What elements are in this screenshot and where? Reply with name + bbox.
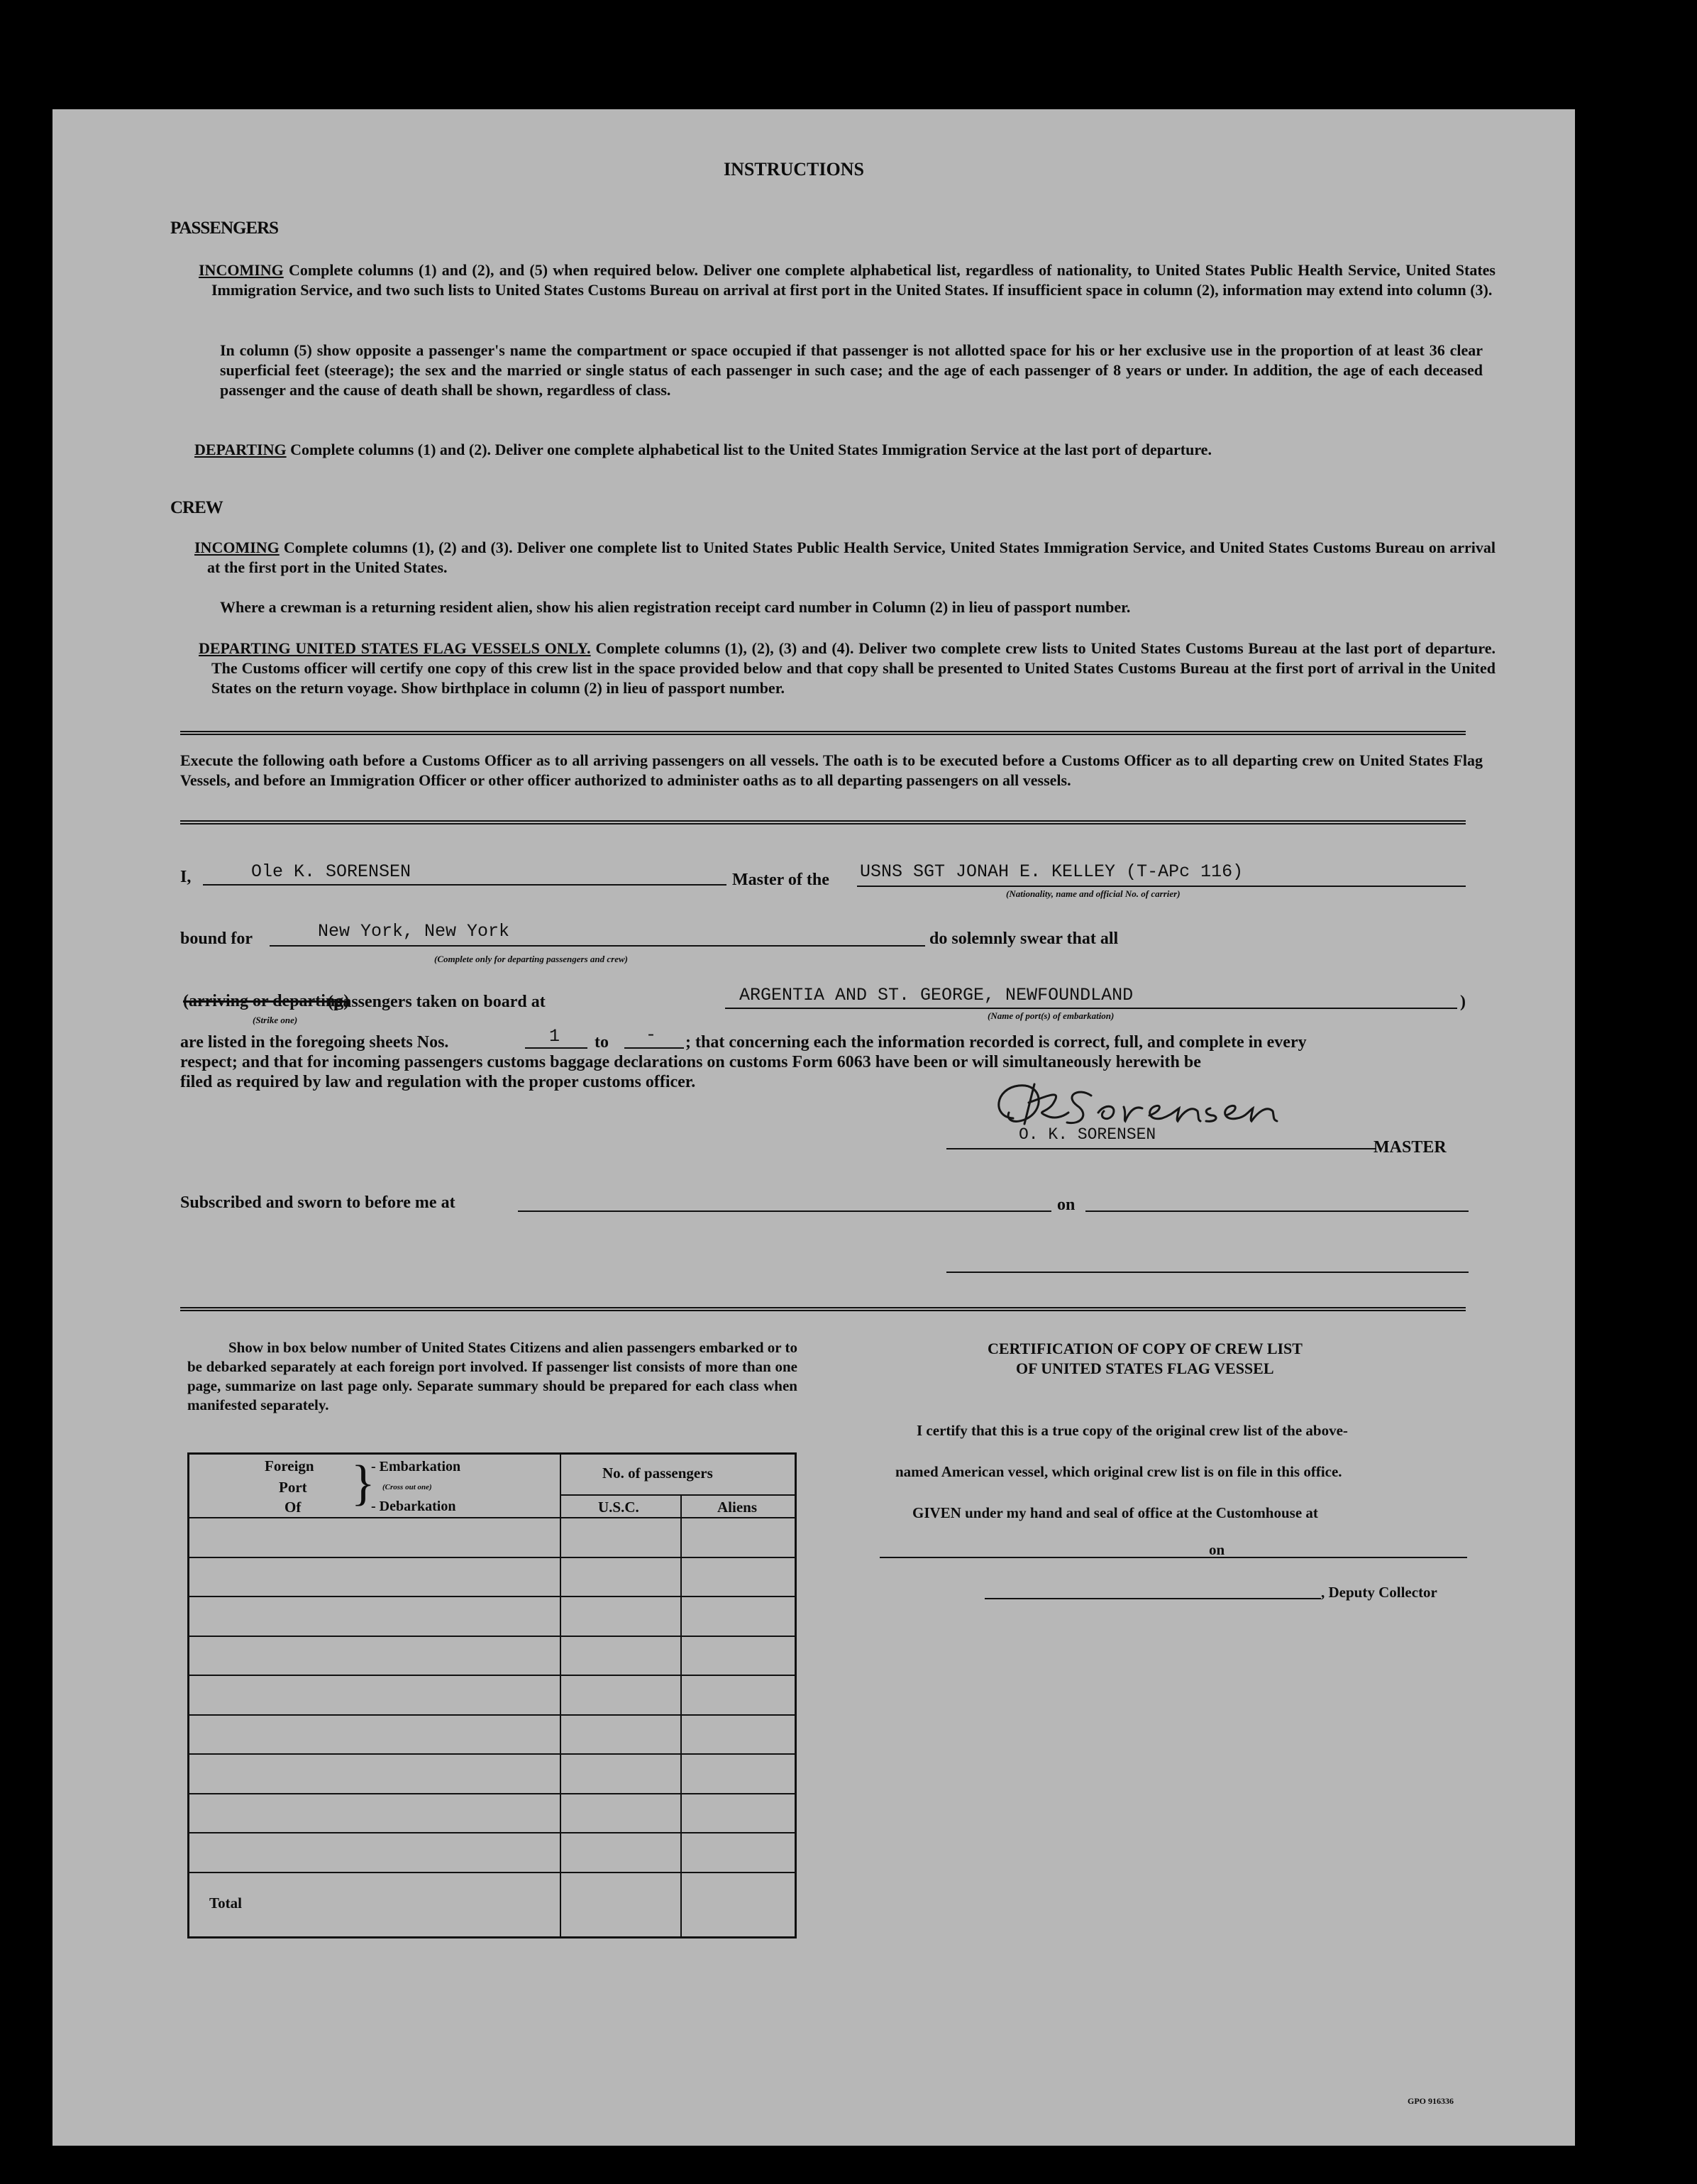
passengers-departing-instructions	[194, 440, 1496, 460]
passengers-departing-label: DEPARTING	[194, 441, 287, 458]
respect-line: respect; and that for incoming passengers customs baggage declarations on customs Form 6063 have been or will simultaneously herewith be	[180, 1053, 1201, 1071]
certify-line-2: named American vessel, which original crew list is on file in this office.	[895, 1463, 1342, 1480]
sheet-to-field[interactable]: -	[646, 1025, 657, 1045]
crew-departing-label: DEPARTING UNITED STATES FLAG VESSELS ONLY.	[199, 639, 591, 657]
vessel-field[interactable]: USNS SGT JONAH E. KELLEY (T-APc 116)	[860, 861, 1244, 882]
passengers-column5-instructions: In column (5) show opposite a passenger's name the compartment or space occupied if that passenger is not allotted space for his or her exclusive use in the proportion of at least 36 clear superficial feet (steerage); the sex and the married or single status of each passenger in such case; and the age of each passenger of 8 years or under. In addition, the age of each deceased passenger and the cause of death shall be shown, regardless of class.	[220, 341, 1483, 399]
sheet-to-line	[624, 1047, 684, 1049]
sworn-on-label: on	[1057, 1196, 1076, 1214]
form-page	[52, 109, 1575, 2146]
deputy-collector-label: , Deputy Collector	[1321, 1584, 1437, 1601]
crew-incoming-instructions	[194, 538, 1496, 578]
header-debarkation: - Debarkation	[371, 1499, 456, 1514]
crew-departing-text: Complete columns (1), (2), (3) and (4). Deliver two complete crew lists to United States Customs Bureau at the last port of departure. The Customs officer will certify one copy of this crew list in the space provided below and that copy shall be presented to United States Customs Bureau at the first port of arrival in the United States on the return voyage. Show birthplace in column (2) in lieu of passport number.	[211, 639, 1496, 697]
table-divider	[560, 1455, 561, 1936]
signature-line	[946, 1148, 1376, 1149]
passenger-summary-table	[187, 1452, 797, 1938]
bound-for-caption: (Complete only for departing passengers and crew)	[434, 954, 628, 964]
master-name-line	[203, 884, 726, 886]
sworn-place-line[interactable]	[518, 1210, 1051, 1212]
vessel-line	[857, 886, 1466, 887]
certification-title: CERTIFICATION OF COPY OF CREW LIST	[988, 1340, 1303, 1357]
listed-label: are listed in the foregoing sheets Nos.	[180, 1033, 449, 1052]
certify-line-1: I certify that this is a true copy of the original crew list of the above-	[917, 1422, 1348, 1439]
crew-heading: CREW	[170, 498, 223, 517]
port-caption: (Name of port(s) of embarkation)	[988, 1010, 1115, 1021]
table-divider	[560, 1494, 795, 1496]
table-divider	[189, 1753, 795, 1755]
passengers-taken-label: (passengers taken on board at	[328, 993, 546, 1011]
header-usc: U.S.C.	[598, 1499, 639, 1516]
bound-for-line	[270, 945, 925, 947]
header-embarkation: - Embarkation	[371, 1459, 461, 1474]
header-aliens: Aliens	[717, 1499, 758, 1516]
port-line	[725, 1008, 1457, 1009]
subscribed-label: Subscribed and sworn to before me at	[180, 1193, 455, 1212]
brace-icon: }	[351, 1456, 375, 1511]
strike-option: (arriving or departing)	[183, 992, 350, 1010]
sheet-from-line	[525, 1047, 587, 1049]
listed-rest: ; that concerning each the information recorded is correct, full, and complete in every	[685, 1033, 1307, 1052]
header-cross-out: (Cross out one)	[382, 1483, 432, 1491]
officer-signature-line[interactable]	[946, 1272, 1469, 1273]
header-no-passengers: No. of passengers	[602, 1465, 713, 1482]
certification-date-line[interactable]	[1234, 1557, 1467, 1558]
swear-label: do solemnly swear that all	[929, 930, 1119, 948]
summary-instructions: Show in box below number of United States Citizens and alien passengers embarked or to be debarked separately at each foreign port involved. If passenger list consists of more than one page, summarize on last page only. Separate summary should be prepared for each class when manifested separately.	[187, 1339, 797, 1413]
section-divider	[180, 731, 1466, 735]
table-divider	[189, 1517, 795, 1518]
crew-incoming-text: Complete columns (1), (2) and (3). Deliver one complete list to United States Public Health Service, United States Immigration Service, and United States Customs Bureau on arrival at the first port in the United States.	[207, 539, 1496, 576]
typed-master-name[interactable]: O. K. SORENSEN	[1019, 1125, 1156, 1144]
bound-for-label: bound for	[180, 930, 253, 948]
table-divider	[189, 1675, 795, 1676]
to-label: to	[595, 1033, 609, 1052]
sworn-date-line[interactable]	[1085, 1210, 1469, 1212]
total-label: Total	[209, 1895, 242, 1912]
table-divider	[189, 1793, 795, 1794]
master-label: MASTER	[1373, 1138, 1447, 1157]
passengers-incoming-text: Complete columns (1) and (2), and (5) when required below. Deliver one complete alphabetical list, regardless of nationality, to United States Public Health Service, United States Immigration Service, and two such lists to United States Customs Bureau on arrival at first port in the United States. If insufficient space in column (2), information may extend into column (3).	[211, 261, 1496, 299]
table-divider	[189, 1596, 795, 1597]
sheet-from-field[interactable]: 1	[549, 1026, 560, 1047]
port-field[interactable]: ARGENTIA AND ST. GEORGE, NEWFOUNDLAND	[739, 985, 1134, 1005]
table-divider	[189, 1832, 795, 1833]
gpo-code: GPO 916336	[1408, 2096, 1454, 2106]
master-of-label: Master of the	[732, 871, 829, 889]
section-divider	[180, 820, 1466, 824]
section-divider	[180, 1307, 1466, 1311]
passengers-departing-text: Complete columns (1) and (2). Deliver one complete alphabetical list to the United States Immigration Service at the last port of departure.	[290, 441, 1212, 458]
passengers-incoming-label: INCOMING	[199, 261, 284, 279]
oath-intro: Execute the following oath before a Customs Officer as to all arriving passengers on all vessels. The oath is to be executed before a Customs Officer as to all departing crew on United States Flag Vessels, and before an Immigration Officer or other officer authorized to administer oaths as to all departing passengers on all vessels.	[180, 751, 1483, 789]
oath-i-label: I,	[180, 868, 192, 886]
certification-subtitle: OF UNITED STATES FLAG VESSEL	[1016, 1360, 1274, 1377]
header-of: Of	[284, 1499, 302, 1516]
vessel-caption: (Nationality, name and official No. of carrier)	[1006, 888, 1181, 899]
header-port: Port	[279, 1479, 307, 1496]
table-divider	[189, 1557, 795, 1558]
customhouse-line[interactable]	[880, 1557, 1256, 1558]
instructions-title: INSTRUCTIONS	[724, 159, 864, 180]
master-name-field[interactable]: Ole K. SORENSEN	[251, 861, 411, 882]
header-foreign: Foreign	[265, 1457, 314, 1474]
table-divider	[189, 1714, 795, 1716]
crew-incoming-label: INCOMING	[194, 539, 280, 556]
strike-caption: (Strike one)	[253, 1015, 298, 1025]
deputy-collector-line[interactable]	[985, 1598, 1321, 1599]
passengers-incoming-instructions	[199, 260, 1496, 300]
certification-on-label: on	[1209, 1541, 1225, 1558]
crew-resident-instructions: Where a crewman is a returning resident alien, show his alien registration receipt card number in Column (2) in lieu of passport number.	[220, 598, 1131, 616]
close-paren: )	[1460, 993, 1466, 1011]
given-line: GIVEN under my hand and seal of office at the Customhouse at	[912, 1504, 1318, 1521]
bound-for-field[interactable]: New York, New York	[318, 921, 510, 942]
table-divider	[189, 1872, 795, 1873]
crew-departing-instructions	[199, 639, 1496, 698]
passengers-heading: PASSENGERS	[170, 219, 279, 238]
filed-line: filed as required by law and regulation with the proper customs officer.	[180, 1073, 696, 1091]
table-divider	[189, 1636, 795, 1637]
